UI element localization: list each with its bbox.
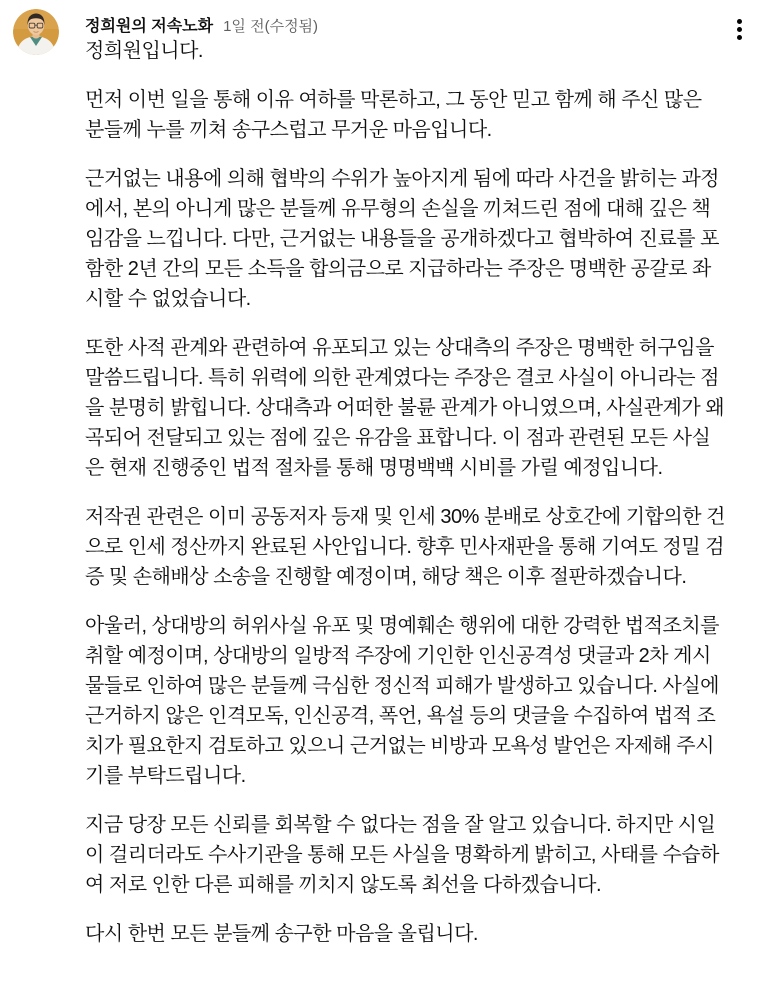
- post-paragraph: 지금 당장 모든 신뢰를 회복할 수 없다는 점을 잘 알고 있습니다. 하지만 시일이 걸리더라도 수사기관을 통해 모든 사실을 명확하게 밝히고, 사태를 수습하여 저로 인한 다른 피해를 끼치지 않도록 최선을 다하겠습니다.: [85, 814, 719, 896]
- kebab-menu-icon: [737, 19, 742, 40]
- post-paragraph: 다시 한번 모든 분들께 송구한 마음을 올립니다.: [85, 923, 478, 945]
- channel-avatar[interactable]: [13, 9, 59, 55]
- post-header: [85, 13, 711, 36]
- post-paragraph: 근거없는 내용에 의해 협박의 수위가 높아지게 됨에 따라 사건을 밝히는 과정에서, 본의 아니게 많은 분들께 유무형의 손실을 끼쳐드린 점에 대해 깊은 책임감을 느낍니다. 다만, 근거없는 내용들을 공개하겠다고 협박하여 진료를 포함한 2년 간의 모든 소득을 합의금으로 지급하라는 주장은 명백한 공갈로 좌시할 수 없었습니다.: [85, 168, 719, 310]
- kebab-dot: [737, 35, 742, 40]
- kebab-dot: [737, 27, 742, 32]
- post-body: [85, 36, 725, 949]
- post-paragraph: 또한 사적 관계와 관련하여 유포되고 있는 상대측의 주장은 명백한 허구임을 말씀드립니다. 특히 위력에 의한 관계였다는 주장은 결코 사실이 아니라는 점을 분명히 밝힙니다. 상대측과 어떠한 불륜 관계가 아니였으며, 사실관계가 왜곡되어 전달되고 있는 점에 깊은 유감을 표합니다. 이 점과 관련된 모든 사실은 현재 진행중인 법적 절차를 통해 명명백백 시비를 가릴 예정입니다.: [85, 337, 725, 479]
- channel-name[interactable]: 정희원의 저속노화: [85, 18, 214, 35]
- avatar-photo: [13, 9, 59, 55]
- post-paragraph: 아울러, 상대방의 허위사실 유포 및 명예훼손 행위에 대한 강력한 법적조치를 취할 예정이며, 상대방의 일방적 주장에 기인한 인신공격성 댓글과 2차 게시물들로 인하여 많은 분들께 극심한 정신적 피해가 발생하고 있습니다. 사실에 근거하지 않은 인격모독, 인신공격, 폭언, 욕설 등의 댓글을 수집하여 법적 조치가 필요한지 검토하고 있으니 근거없는 비방과 모욕성 발언은 자제해 주시기를 부탁드립니다.: [85, 615, 719, 787]
- post-timestamp[interactable]: 1일 전(수정됨): [223, 18, 319, 35]
- post-paragraph: 정희원입니다.: [85, 40, 203, 62]
- kebab-dot: [737, 19, 742, 24]
- post-paragraph: 먼저 이번 일을 통해 이유 여하를 막론하고, 그 동안 믿고 함께 해 주신 많은 분들께 누를 끼쳐 송구스럽고 무거운 마음입니다.: [85, 89, 702, 141]
- more-options-button[interactable]: [725, 12, 753, 46]
- post-paragraph: 저작권 관련은 이미 공동저자 등재 및 인세 30% 분배로 상호간에 기합의한 건으로 인세 정산까지 완료된 사안입니다. 향후 민사재판을 통해 기여도 정밀 검증 및 손해배상 소송을 진행할 예정이며, 해당 책은 이후 절판하겠습니다.: [85, 506, 725, 588]
